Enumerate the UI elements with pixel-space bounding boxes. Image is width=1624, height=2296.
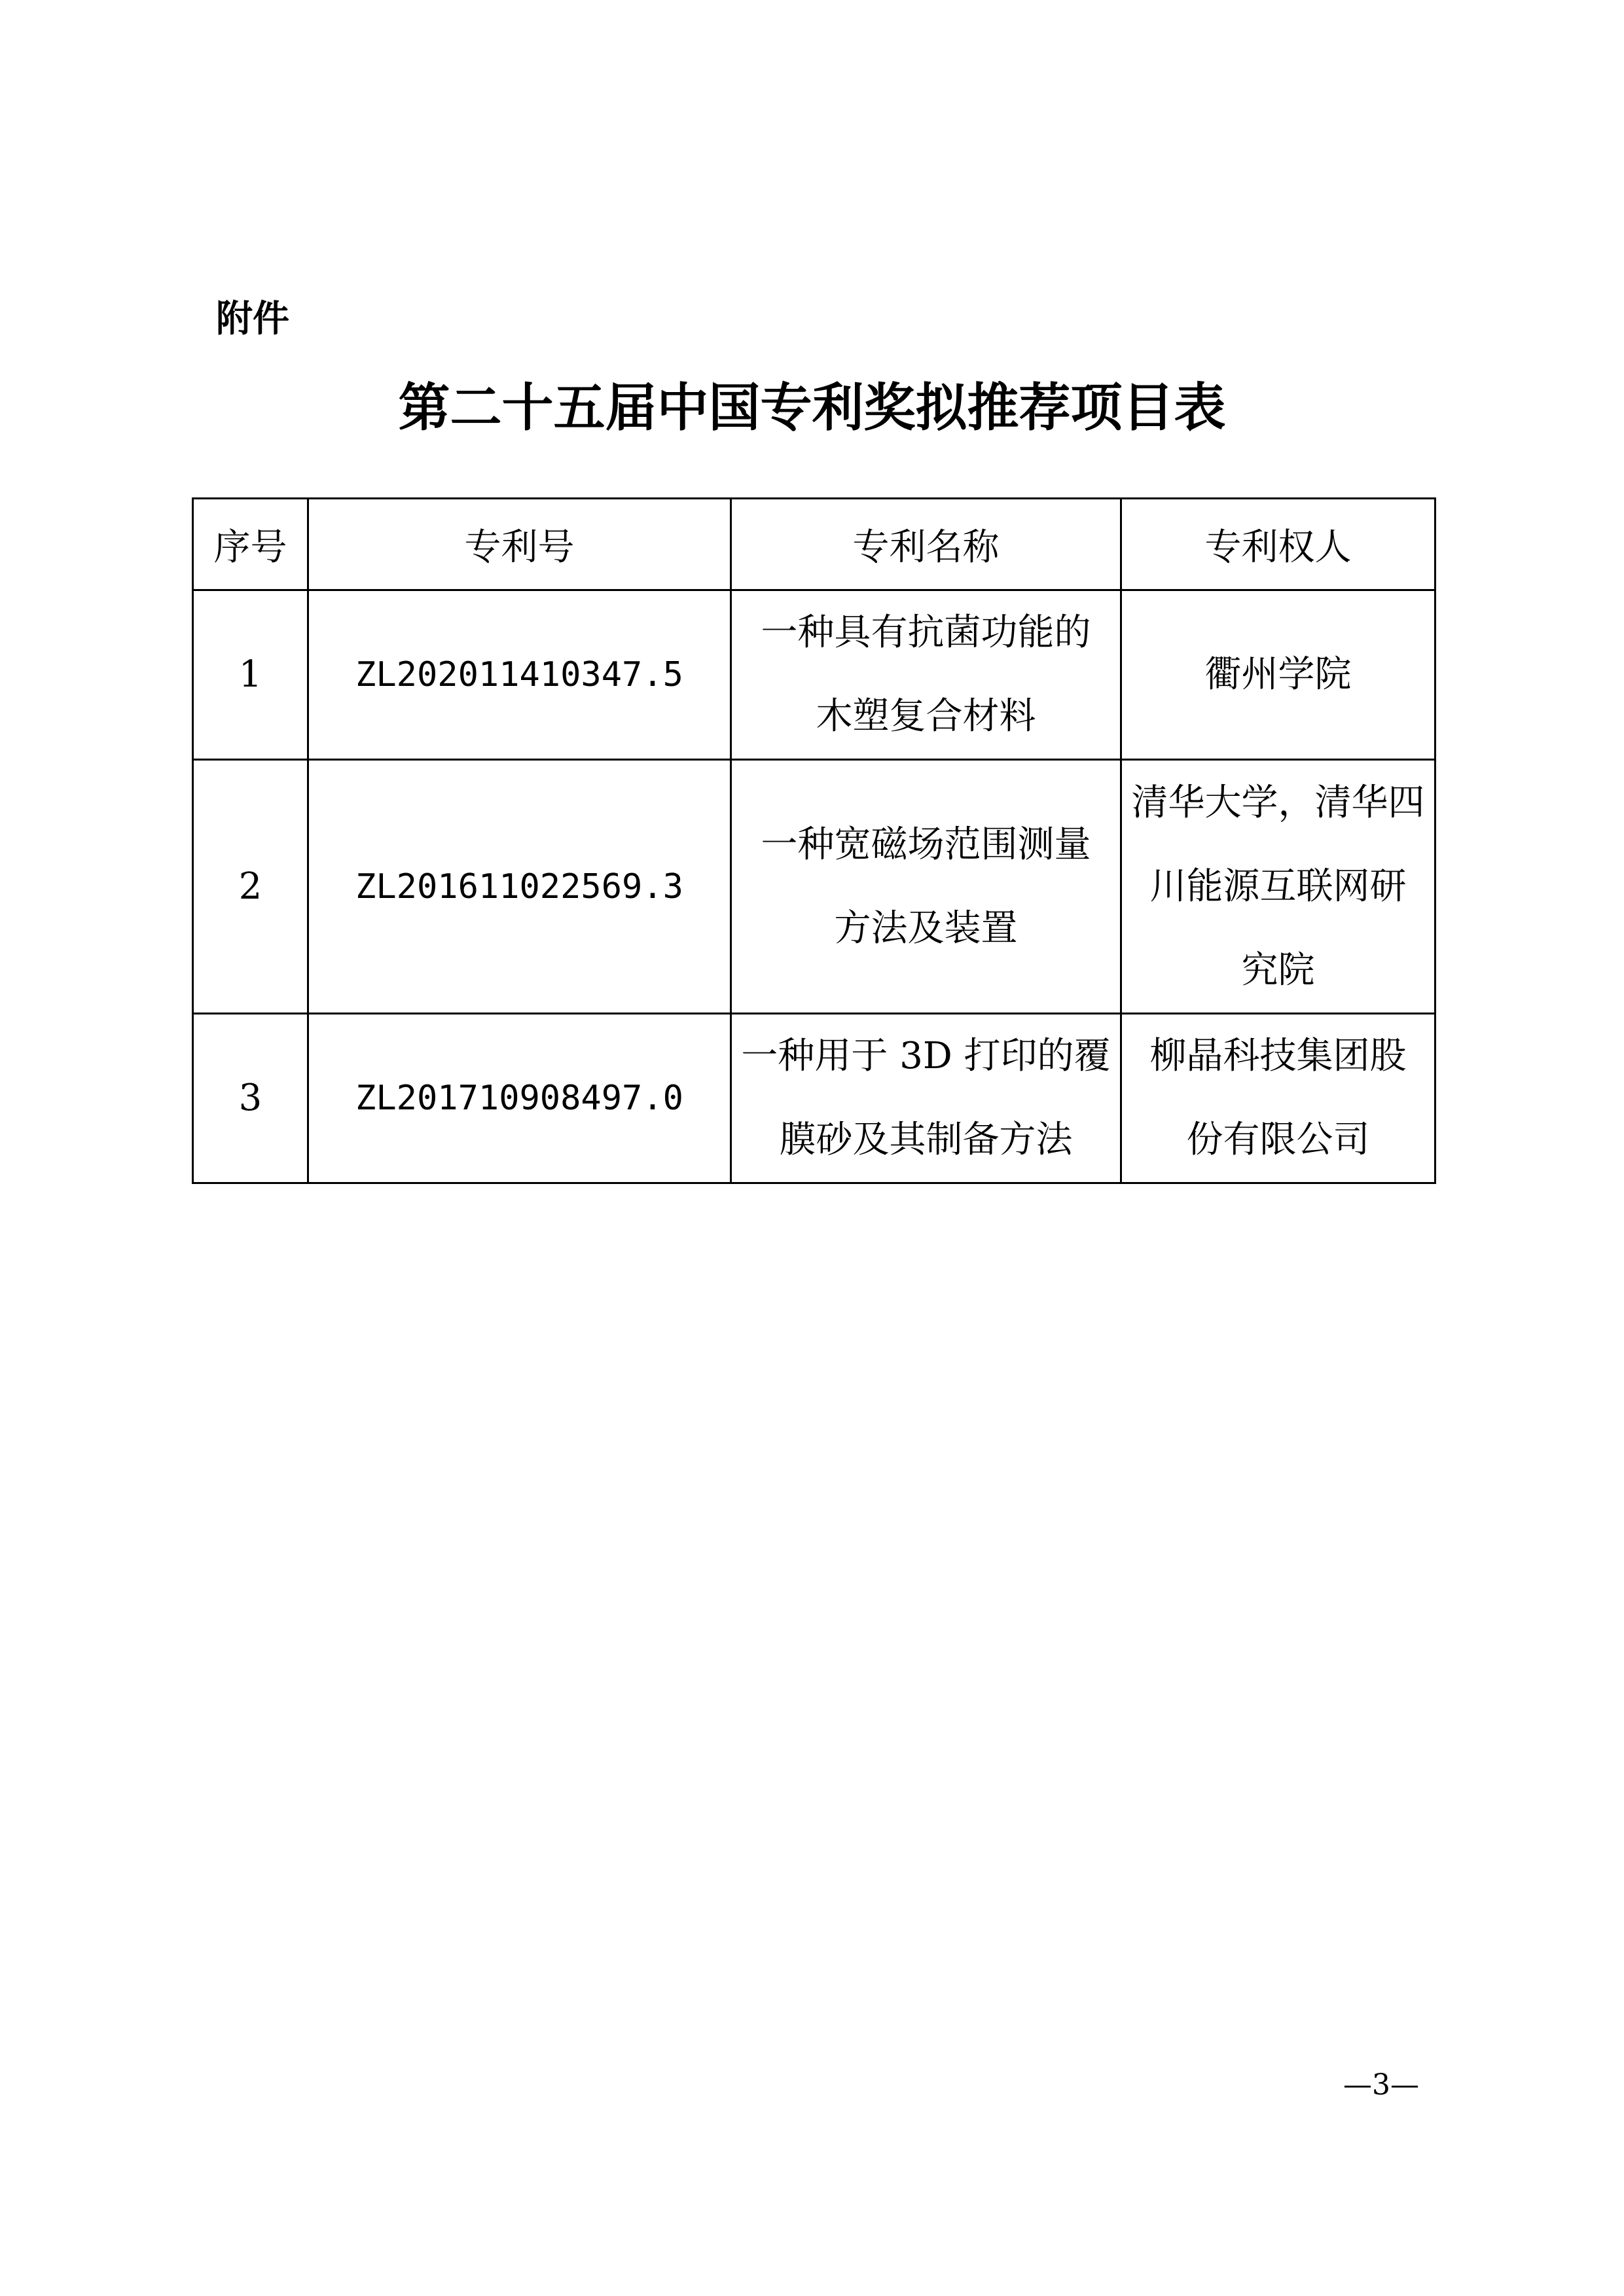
cell-patent-name: 一种用于 3D 打印的覆 膜砂及其制备方法 xyxy=(731,1014,1121,1183)
cell-patent-number: ZL201611022569.3 xyxy=(308,760,731,1014)
header-index: 序号 xyxy=(193,499,308,590)
cell-patentee: 衢州学院 xyxy=(1121,590,1435,760)
cell-index: 1 xyxy=(193,590,308,760)
table-row xyxy=(193,760,1435,1014)
header-patent-name: 专利名称 xyxy=(731,499,1121,590)
header-patent-number: 专利号 xyxy=(308,499,731,590)
table-header-row xyxy=(193,499,1435,590)
cell-patentee: 柳晶科技集团股 份有限公司 xyxy=(1121,1014,1435,1183)
cell-patentee: 清华大学，清华四 川能源互联网研 究院 xyxy=(1121,760,1435,1014)
cell-patent-number: ZL202011410347.5 xyxy=(308,590,731,760)
cell-index: 2 xyxy=(193,760,308,1014)
header-patentee: 专利权人 xyxy=(1121,499,1435,590)
table-row xyxy=(193,1014,1435,1183)
cell-index: 3 xyxy=(193,1014,308,1183)
table-row xyxy=(193,590,1435,760)
cell-patent-number: ZL201710908497.0 xyxy=(308,1014,731,1183)
cell-patent-name: 一种具有抗菌功能的 木塑复合材料 xyxy=(731,590,1121,760)
page-number: —3— xyxy=(1343,2068,1419,2102)
patent-table xyxy=(192,497,1436,1184)
attachment-label: 附件 xyxy=(216,298,289,340)
cell-patent-name: 一种宽磁场范围测量 方法及装置 xyxy=(731,760,1121,1014)
document-title: 第二十五届中国专利奖拟推荐项目表 xyxy=(398,377,1226,438)
